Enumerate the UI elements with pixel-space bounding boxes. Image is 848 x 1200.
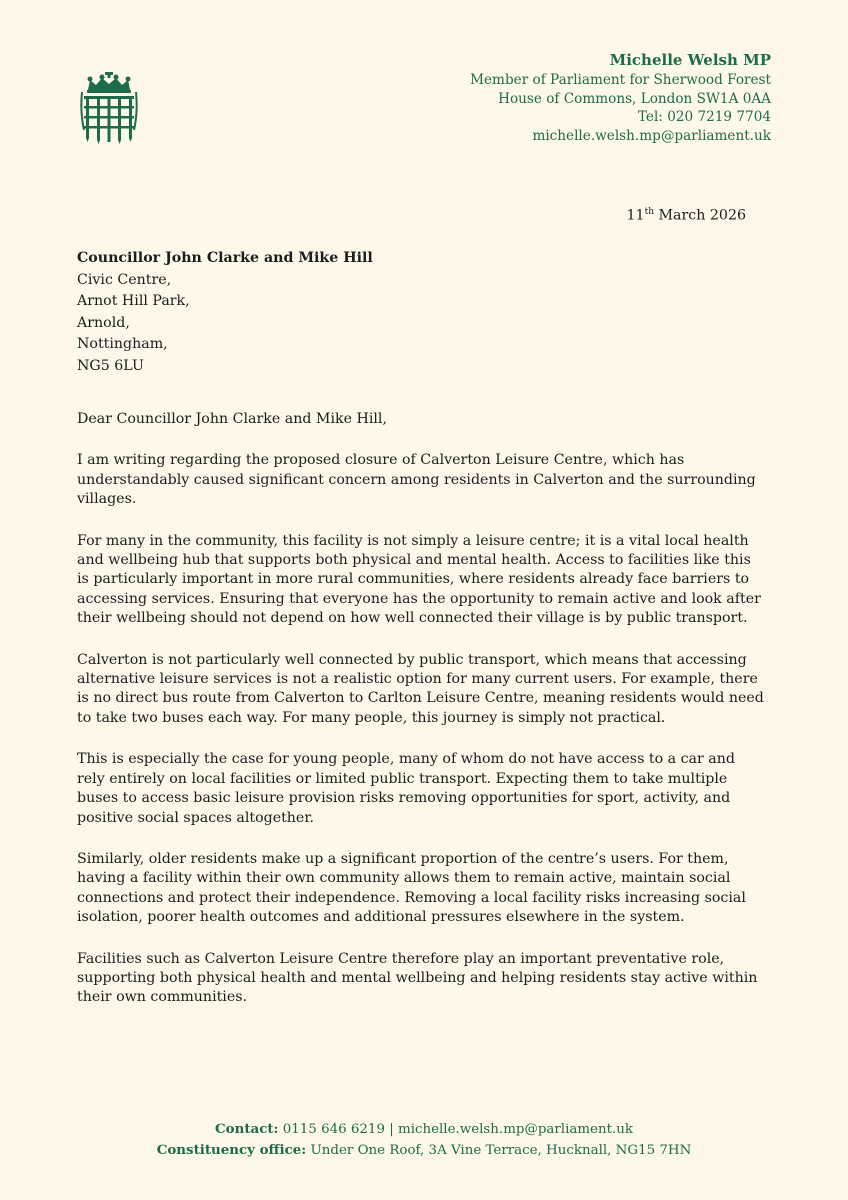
office-value: Under One Roof, 3A Vine Terrace, Hucknall, NG15 7HN xyxy=(306,1143,692,1158)
body-paragraph: For many in the community, this facility is not simply a leisure centre; it is a vital local health and wellbeing hub that supports both physical and mental health. Access to facilities like this is particularly important in more rural communities, where residents already face barriers to accessing services. Ensuring that everyone has the opportunity to remain active and look after their wellbeing should not depend on how well connected their village is by public transport. xyxy=(77,532,761,627)
salutation: Dear Councillor John Clarke and Mike Hill, xyxy=(77,411,387,427)
body-paragraph: Similarly, older residents make up a significant proportion of the centre’s users. For them, having a facility within their own community allows them to remain active, maintain social connections and protect their independence. Removing a local facility risks increasing social isolation, poorer health outcomes and additional pressures elsewhere in the system. xyxy=(77,850,746,926)
body-paragraph: Facilities such as Calverton Leisure Centre therefore play an important preventative role, supporting both physical health and mental wellbeing and helping residents stay active within their own communities. xyxy=(77,950,758,1006)
recipient-name: Councillor John Clarke and Mike Hill xyxy=(77,250,373,266)
letter-footer xyxy=(0,1119,848,1161)
footer-contact xyxy=(0,1119,848,1140)
address-line: Arnold, xyxy=(77,314,130,331)
address-line: Civic Centre, xyxy=(77,271,172,288)
body-paragraph: I am writing regarding the proposed closure of Calverton Leisure Centre, which has understandably caused significant concern among residents in Calverton and the surrounding villages. xyxy=(77,452,756,508)
mp-name: Michelle Welsh MP xyxy=(609,51,771,69)
date-suffix: th xyxy=(644,207,655,217)
mp-email: michelle.welsh.mp@parliament.uk xyxy=(532,127,771,144)
address-line: NG5 6LU xyxy=(77,357,144,374)
letterhead xyxy=(470,50,771,145)
date-day: 11 xyxy=(626,207,645,224)
body-paragraph: Calverton is not particularly well connected by public transport, which means that accessing alternative leisure services is not a realistic option for many current users. For example, there is no direct bus route from Calverton to Carlton Leisure Centre, meaning residents would need to take two buses each way. For many people, this journey is simply not practical. xyxy=(77,651,764,726)
letter-body xyxy=(77,410,767,1030)
mp-constituency: Member of Parliament for Sherwood Forest xyxy=(470,72,771,88)
contact-label: Contact: xyxy=(215,1121,279,1137)
office-label: Constituency office: xyxy=(156,1142,307,1158)
address-line: Arnot Hill Park, xyxy=(77,293,190,310)
footer-office xyxy=(0,1140,848,1161)
portcullis-logo-icon xyxy=(78,72,140,144)
address-line: Nottingham, xyxy=(77,336,168,353)
recipient-block xyxy=(77,248,373,378)
date-month-year: March 2026 xyxy=(654,207,746,224)
mp-address: House of Commons, London SW1A 0AA xyxy=(498,90,771,107)
mp-phone: Tel: 020 7219 7704 xyxy=(637,109,771,126)
contact-value: 0115 646 6219 | michelle.welsh.mp@parliament.uk xyxy=(278,1122,633,1137)
letter-date xyxy=(627,207,746,224)
body-paragraph: This is especially the case for young people, many of whom do not have access to a car and rely entirely on local facilities or limited public transport. Expecting them to take multiple buses to access basic leisure provision risks removing opportunities for sport, activity, and positive social spaces altogether. xyxy=(77,751,735,826)
